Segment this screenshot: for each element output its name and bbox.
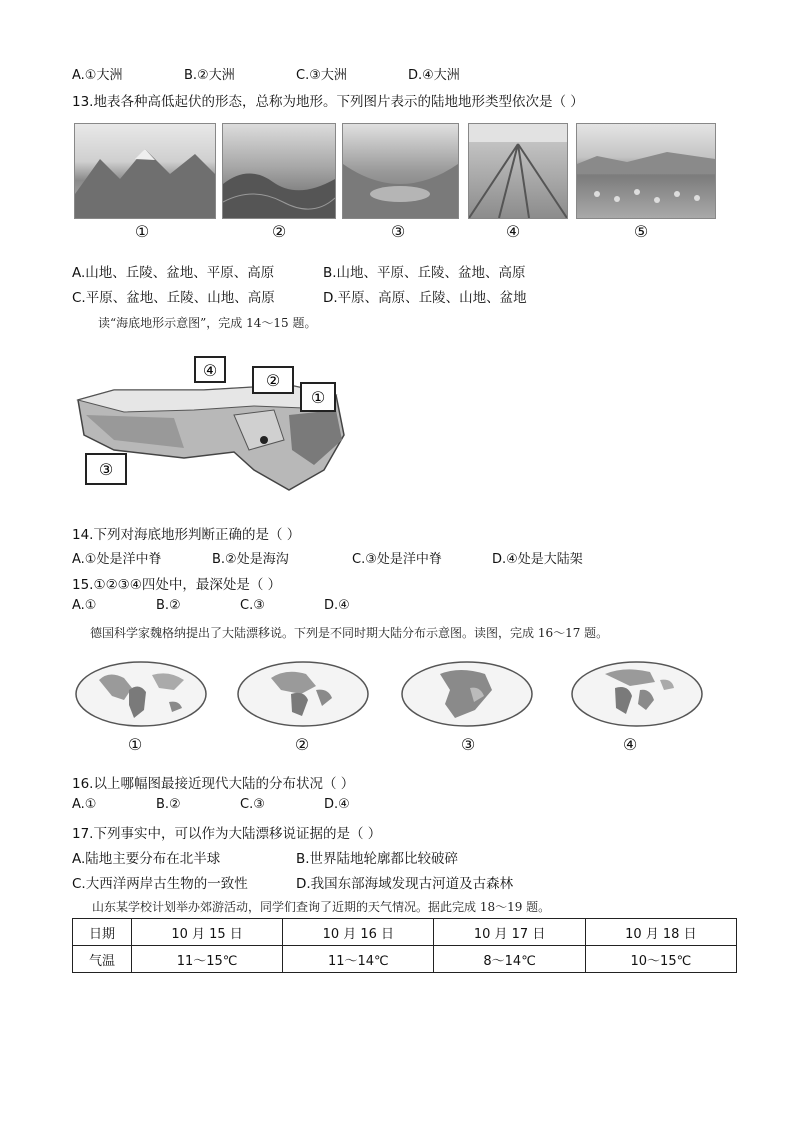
- intro-16-17: 德国科学家魏格纳提出了大陆漂移说。下列是不同时期大陆分布示意图。读图，完成 16～17 题。: [90, 626, 609, 640]
- intro-18-19: 山东某学校计划举办郊游活动，同学们查询了近期的天气情况。据此完成 18～19 题。: [92, 900, 551, 914]
- q14-stem: 14.下列对海底地形判断正确的是（ ）: [72, 527, 301, 543]
- q12-option-a: A.①大洲: [72, 68, 123, 83]
- q17-option-d: D.我国东部海域发现古河道及古森林: [296, 876, 514, 892]
- q17-option-b: B.世界陆地轮廓都比较破碎: [296, 851, 459, 867]
- q16-option-b: B.②: [156, 797, 181, 812]
- table-cell: 11～14℃: [283, 946, 434, 973]
- table-cell: 8～14℃: [434, 946, 585, 973]
- q17-option-c: C.大西洋两岸古生物的一致性: [72, 876, 248, 892]
- q14-option-d: D.④处是大陆架: [492, 552, 583, 567]
- q12-option-d: D.④大洲: [408, 68, 460, 83]
- intro-14-15: 读“海底地形示意图”，完成 14～15 题。: [98, 316, 317, 330]
- q15-option-b: B.②: [156, 598, 181, 613]
- drift-map-2: [236, 660, 371, 728]
- basin-scene: [343, 124, 458, 218]
- q17-option-a: A.陆地主要分布在北半球: [72, 851, 221, 867]
- q15-option-a: A.①: [72, 598, 97, 613]
- photo-label-3: ③: [390, 222, 406, 241]
- table-cell: 气温: [73, 946, 132, 973]
- q13-option-c: C.平原、盆地、丘陵、山地、高原: [72, 290, 275, 306]
- drift-map-1: [74, 660, 209, 728]
- terrain-photo-4: [468, 123, 568, 219]
- q13-stem: 13.地表各种高低起伏的形态，总称为地形。下列图片表示的陆地地形类型依次是（ ）: [72, 94, 584, 110]
- q16-options: [72, 797, 472, 815]
- q13-option-d: D.平原、高原、丘陵、山地、盆地: [323, 290, 527, 306]
- seabed-label-2: ②: [265, 371, 281, 390]
- q12-option-b: B.②大洲: [184, 68, 235, 83]
- terrain-photo-3: [342, 123, 459, 219]
- q14-option-a: A.①处是洋中脊: [72, 552, 162, 567]
- table-cell: 10～15℃: [585, 946, 736, 973]
- table-header-cell: 10 月 15 日: [131, 919, 282, 946]
- table-cell: 11～15℃: [131, 946, 282, 973]
- q14-option-b: B.②处是海沟: [212, 552, 289, 567]
- table-row: [73, 946, 737, 973]
- q15-option-c: C.③: [240, 598, 265, 613]
- q13-option-b: B.山地、平原、丘陵、盆地、高原: [323, 265, 526, 281]
- q16-option-a: A.①: [72, 797, 97, 812]
- q12-options: [72, 64, 772, 82]
- drift-map-4: [570, 660, 705, 728]
- q14-option-c: C.③处是洋中脊: [352, 552, 442, 567]
- map-label-1: ①: [127, 735, 143, 754]
- drift-map-3: [400, 660, 535, 728]
- q15-stem: 15.①②③④四处中，最深处是（ ）: [72, 577, 282, 593]
- q16-stem: 16.以上哪幅图最接近现代大陆的分布状况（ ）: [72, 776, 355, 792]
- photo-label-5: ⑤: [633, 222, 649, 241]
- q12-option-c: C.③大洲: [296, 68, 347, 83]
- table-header-cell: 10 月 16 日: [283, 919, 434, 946]
- seabed-label-1: ①: [310, 388, 326, 407]
- map-label-2: ②: [294, 735, 310, 754]
- mountain-scene: [75, 124, 215, 218]
- weather-table: [72, 918, 737, 973]
- q15-option-d: D.④: [324, 598, 350, 613]
- q17-stem: 17.下列事实中，可以作为大陆漂移说证据的是（ ）: [72, 826, 382, 842]
- q15-options: [72, 598, 472, 616]
- plateau-scene: [577, 124, 715, 218]
- photo-label-2: ②: [271, 222, 287, 241]
- terrain-photo-2: [222, 123, 336, 219]
- map-label-3: ③: [460, 735, 476, 754]
- terrain-photo-5: [576, 123, 716, 219]
- map-label-4: ④: [622, 735, 638, 754]
- q16-option-d: D.④: [324, 797, 350, 812]
- photo-label-1: ①: [134, 222, 150, 241]
- terrain-photo-1: [74, 123, 216, 219]
- table-header-cell: 日期: [73, 919, 132, 946]
- seabed-label-3: ③: [98, 460, 114, 479]
- q13-option-a: A.山地、丘陵、盆地、平原、高原: [72, 265, 275, 281]
- q16-option-c: C.③: [240, 797, 265, 812]
- plain-scene: [469, 124, 567, 218]
- seabed-label-4: ④: [202, 361, 218, 380]
- hills-scene: [223, 124, 335, 218]
- table-header-cell: 10 月 18 日: [585, 919, 736, 946]
- photo-label-4: ④: [505, 222, 521, 241]
- table-header-row: [73, 919, 737, 946]
- seabed-diagram: [74, 340, 349, 508]
- table-header-cell: 10 月 17 日: [434, 919, 585, 946]
- q14-options: [72, 548, 772, 566]
